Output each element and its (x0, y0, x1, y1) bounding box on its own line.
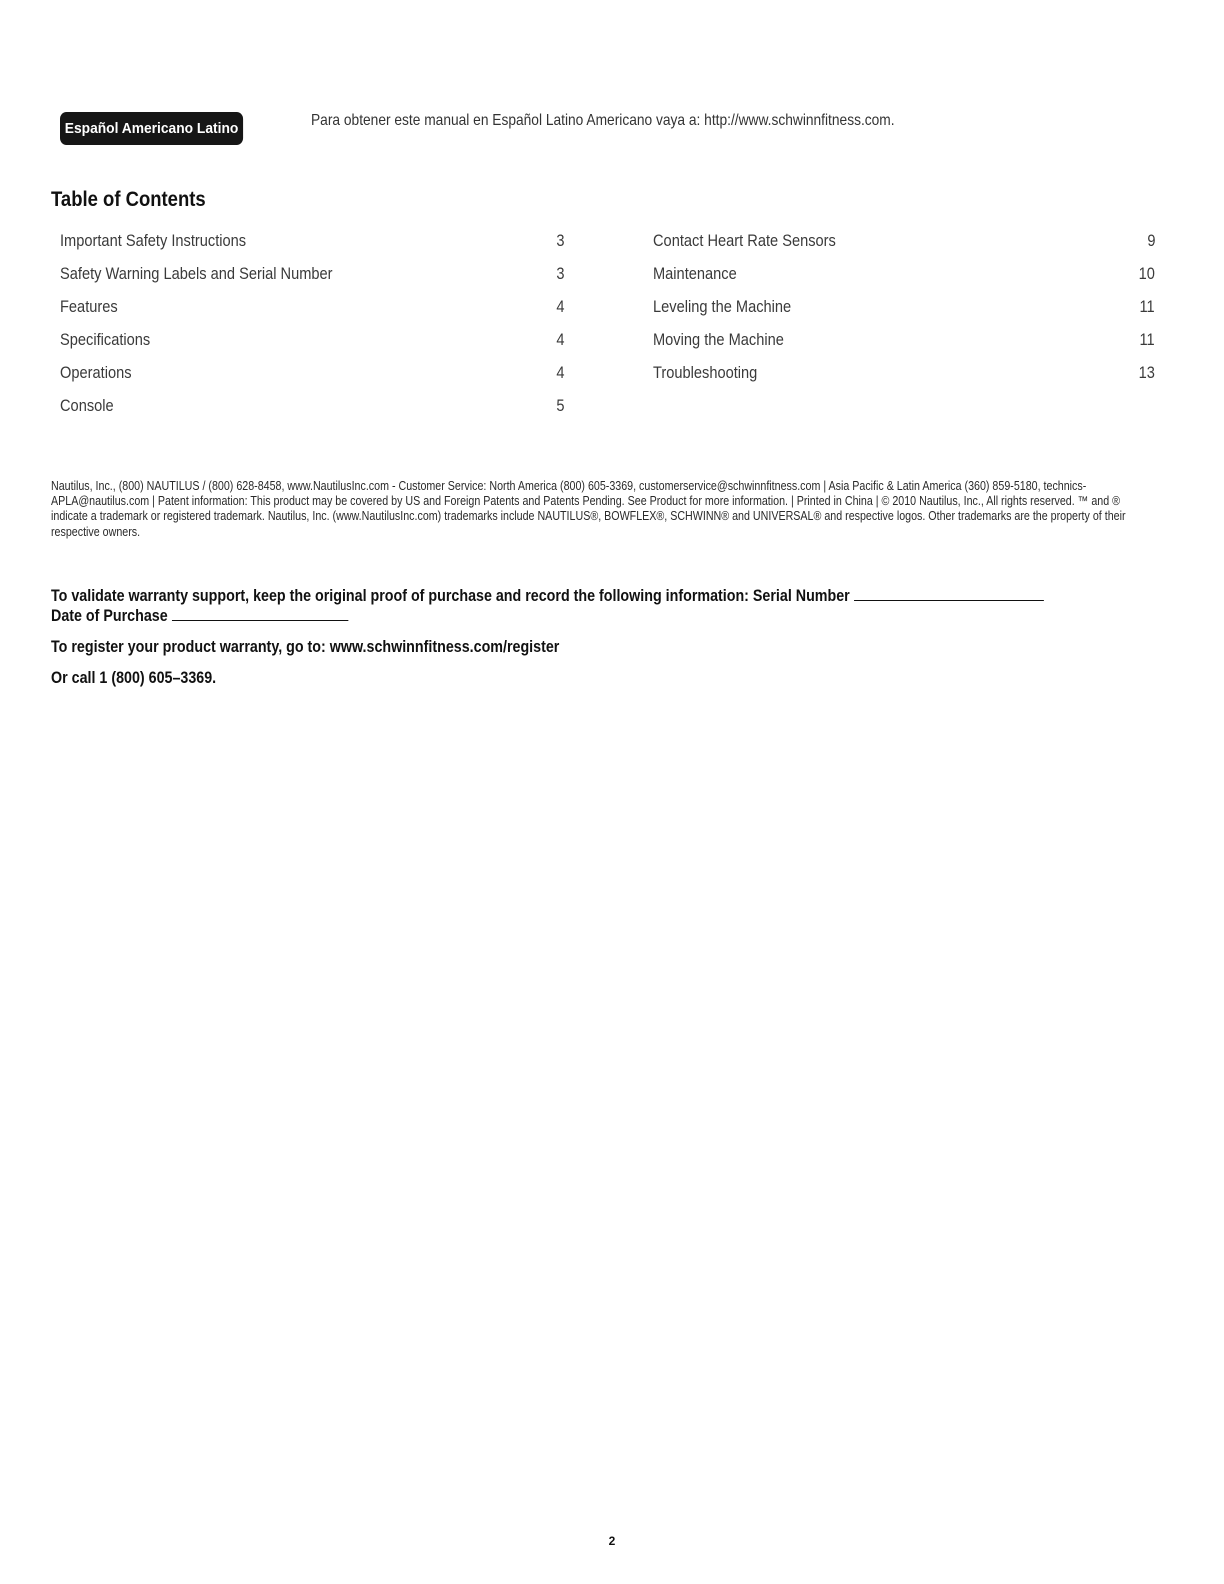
toc-entry[interactable] (653, 227, 1155, 260)
toc-entry-label: Important Safety Instructions (60, 231, 247, 250)
warranty-register-text: To register your product warranty, go to: www.schwinnfitness.com/register (51, 637, 560, 656)
toc-column-left (60, 227, 564, 425)
toc-entry[interactable] (653, 293, 1155, 326)
toc-entry-label: Specifications (60, 330, 151, 349)
toc-entry-label: Console (60, 396, 114, 415)
warranty-validate-line (51, 586, 1143, 606)
toc-entry-page: 4 (555, 330, 564, 349)
toc-entry[interactable] (653, 359, 1155, 392)
toc-entry-label: Troubleshooting (653, 363, 758, 382)
toc-entry-label: Operations (60, 363, 132, 382)
page-number: 2 (608, 1534, 616, 1548)
toc-entry[interactable] (60, 392, 564, 425)
date-of-purchase-blank[interactable] (172, 606, 348, 621)
toc-entry[interactable] (60, 359, 564, 392)
toc-entry[interactable] (60, 326, 564, 359)
toc-entry-page: 4 (555, 363, 564, 382)
language-badge: Español Americano Latino (60, 112, 243, 145)
toc-entry-page: 3 (555, 264, 564, 283)
toc-entry-label: Maintenance (653, 264, 737, 283)
warranty-section (51, 586, 1143, 688)
serial-number-blank[interactable] (854, 586, 1044, 601)
toc-entry-label: Features (60, 297, 118, 316)
toc-entry-page: 9 (1146, 231, 1155, 250)
legal-notice: Nautilus, Inc., (800) NAUTILUS / (800) 628-8458, www.NautilusInc.com - Customer Service: North America (800) 605-3369, customerservice@schwinnfitness.com | Asia Pacific & Latin America (360) 859-5180, technics-APLA@nautilus.com | Patent information: This product may be covered by US and Foreign Patents and Patents Pending. See Product for more information. | Printed in China | © 2010 Nautilus, Inc., All rights reserved. ™ and ® indicate a trademark or registered trademark. Nautilus, Inc. (www.NautilusInc.com) trademarks include NAUTILUS®, BOWFLEX®, SCHWINN® and UNIVERSAL® and respective logos. Other trademarks are the property of their respective owners. (51, 479, 1126, 539)
toc-entry-label: Contact Heart Rate Sensors (653, 231, 836, 250)
toc-entry[interactable] (60, 227, 564, 260)
toc-entry[interactable] (653, 260, 1155, 293)
toc-entry-page: 4 (555, 297, 564, 316)
warranty-validate-text: To validate warranty support, keep the original proof of purchase and record the following information: Serial Number (51, 586, 850, 605)
toc-entry-page: 11 (1139, 297, 1155, 316)
toc-entry-page: 5 (555, 396, 564, 415)
toc-entry-label: Leveling the Machine (653, 297, 792, 316)
toc-entry[interactable] (60, 293, 564, 326)
toc-entry-page: 13 (1138, 363, 1155, 382)
toc-entry[interactable] (60, 260, 564, 293)
toc-entry-label: Moving the Machine (653, 330, 784, 349)
toc-entry-page: 10 (1138, 264, 1155, 283)
language-note: Para obtener este manual en Español Latino Americano vaya a: http://www.schwinnfitness.com. (311, 112, 895, 129)
toc-entry-page: 3 (555, 231, 564, 250)
toc-title: Table of Contents (51, 188, 206, 211)
toc-column-right (653, 227, 1155, 392)
toc-entry-label: Safety Warning Labels and Serial Number (60, 264, 333, 283)
warranty-call-text: Or call 1 (800) 605–3369. (51, 668, 217, 687)
date-of-purchase-label: Date of Purchase (51, 606, 168, 625)
warranty-date-line (51, 606, 1143, 626)
toc-entry-page: 11 (1139, 330, 1155, 349)
toc-entry[interactable] (653, 326, 1155, 359)
